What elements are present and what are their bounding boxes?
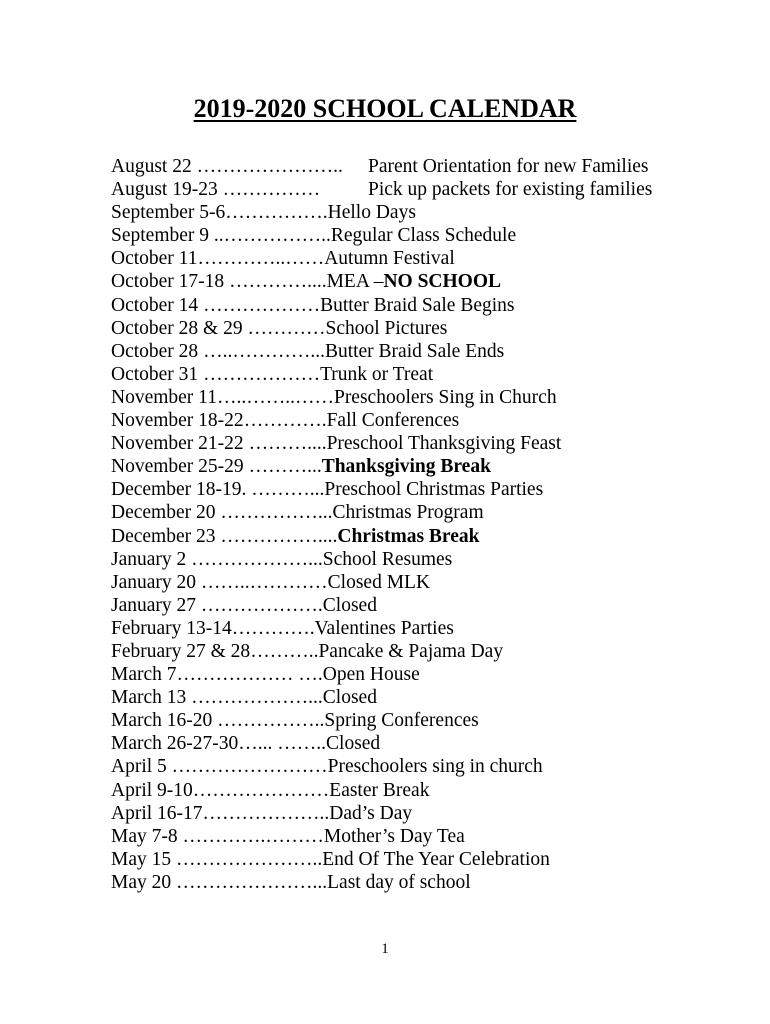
entry-description bbox=[329, 779, 429, 802]
entry-date: March 16-20 bbox=[111, 710, 213, 732]
calendar-entry bbox=[111, 155, 711, 178]
entry-date-leader bbox=[111, 201, 328, 224]
calendar-entry bbox=[111, 247, 711, 270]
entry-date-leader bbox=[111, 247, 324, 270]
entry-description bbox=[337, 525, 479, 548]
entry-date-leader bbox=[111, 871, 327, 894]
entry-date: October 31 bbox=[111, 363, 199, 385]
calendar-entry bbox=[111, 755, 711, 778]
entry-dot-leader: ………….... bbox=[224, 271, 327, 293]
entry-date: October 14 bbox=[111, 294, 199, 316]
entry-description-text: Pick up packets for existing families bbox=[368, 179, 653, 201]
calendar-entry bbox=[111, 571, 711, 594]
entry-description-text: Hello Days bbox=[327, 202, 416, 224]
entry-dot-leader: ………………... bbox=[186, 548, 323, 570]
entry-date: September 9 bbox=[111, 225, 210, 247]
entry-dot-leader: ………………….. bbox=[191, 156, 343, 177]
entry-dot-leader: …………….. bbox=[212, 710, 325, 732]
entry-description bbox=[324, 709, 478, 732]
entry-description bbox=[322, 455, 491, 478]
calendar-entry bbox=[111, 478, 711, 501]
entry-date: November 11 bbox=[111, 386, 217, 408]
page-number: 1 bbox=[381, 941, 389, 957]
calendar-entry bbox=[111, 709, 711, 732]
entry-dot-leader: ……….. bbox=[250, 640, 319, 662]
entry-description-text: Mother’s Day Tea bbox=[323, 825, 465, 847]
entry-description bbox=[318, 640, 503, 663]
entry-description-text: Easter Break bbox=[329, 779, 430, 801]
calendar-entry bbox=[111, 317, 711, 340]
entry-description-text: School Resumes bbox=[322, 548, 453, 570]
entry-dot-leader: ..…………….. bbox=[209, 225, 331, 247]
entry-description-text: Preschoolers Sing in Church bbox=[333, 386, 557, 408]
entry-dot-leader: …………. bbox=[231, 617, 315, 639]
entry-date: October 28 & 29 bbox=[111, 317, 243, 339]
entry-date-leader bbox=[111, 363, 320, 386]
entry-description-text: Butter Braid Sale Ends bbox=[324, 340, 505, 362]
calendar-entries bbox=[111, 155, 711, 894]
entry-date: November 21-22 bbox=[111, 433, 244, 455]
entry-date-leader bbox=[111, 686, 323, 709]
entry-description bbox=[327, 409, 460, 432]
entry-dot-leader: …………….... bbox=[215, 525, 338, 547]
entry-date-leader bbox=[111, 617, 315, 640]
entry-description bbox=[326, 732, 380, 755]
entry-date-leader bbox=[111, 409, 327, 432]
entry-dot-leader: …………… bbox=[217, 179, 321, 201]
entry-date-leader bbox=[111, 270, 327, 293]
entry-dot-leader: …………. bbox=[243, 410, 327, 432]
entry-description bbox=[331, 224, 516, 247]
entry-description bbox=[323, 663, 420, 686]
entry-dot-leader: ……………… bbox=[198, 363, 321, 385]
entry-date: December 23 bbox=[111, 525, 216, 547]
entry-description-text: End Of The Year Celebration bbox=[322, 848, 550, 870]
calendar-entry bbox=[111, 363, 711, 386]
calendar-entry bbox=[111, 294, 711, 317]
entry-dot-leader: …………………… bbox=[166, 756, 328, 778]
calendar-entry bbox=[111, 340, 711, 363]
entry-dot-leader: ………………….. bbox=[171, 848, 323, 870]
entry-date: November 25-29 bbox=[111, 456, 244, 478]
entry-date: August 19-23 bbox=[111, 179, 218, 201]
entry-description-text: Parent Orientation for new Families bbox=[368, 156, 649, 177]
entry-dot-leader: …..……..…… bbox=[216, 386, 334, 408]
entry-date: May 15 bbox=[111, 848, 172, 870]
calendar-entry bbox=[111, 640, 711, 663]
calendar-entry bbox=[111, 871, 711, 894]
calendar-entry bbox=[111, 432, 711, 455]
entry-description-text: Valentines Parties bbox=[314, 617, 454, 639]
entry-description-text: Fall Conferences bbox=[326, 410, 460, 432]
calendar-entry bbox=[111, 178, 711, 201]
entry-date: January 20 bbox=[111, 571, 197, 593]
entry-description bbox=[320, 294, 514, 317]
entry-date-leader bbox=[111, 501, 323, 524]
entry-description-text: Closed MLK bbox=[327, 571, 431, 593]
entry-description-text: Closed bbox=[322, 594, 377, 616]
entry-date: October 17-18 bbox=[111, 271, 225, 293]
document-title: 2019-2020 SCHOOL CALENDAR bbox=[193, 94, 577, 123]
entry-description-text: ..Christmas Program bbox=[322, 502, 484, 524]
entry-dot-leader: ………... bbox=[246, 479, 325, 501]
entry-date-leader bbox=[111, 340, 325, 363]
entry-description-text: Butter Braid Sale Begins bbox=[320, 294, 515, 316]
entry-date-leader bbox=[111, 825, 324, 848]
entry-description bbox=[329, 802, 412, 825]
calendar-entry bbox=[111, 848, 711, 871]
entry-date-leader bbox=[111, 478, 324, 501]
entry-description bbox=[325, 317, 447, 340]
entry-date-leader bbox=[111, 802, 329, 825]
entry-dot-leader: ……………… …. bbox=[176, 664, 323, 686]
calendar-entry bbox=[111, 270, 711, 293]
calendar-entry bbox=[111, 617, 711, 640]
entry-date-leader bbox=[111, 571, 328, 594]
entry-description bbox=[315, 617, 454, 640]
entry-dot-leader: ………………... bbox=[186, 687, 323, 709]
entry-dot-leader: …………………... bbox=[171, 871, 328, 893]
entry-date-leader bbox=[111, 755, 328, 778]
entry-date-leader bbox=[111, 224, 331, 247]
entry-date: September 5-6 bbox=[111, 202, 226, 224]
entry-description-text: Pancake & Pajama Day bbox=[318, 640, 504, 662]
entry-dot-leader: …... …….. bbox=[238, 733, 327, 755]
entry-description-text: Regular Class Schedule bbox=[330, 225, 517, 247]
entry-description bbox=[322, 848, 550, 871]
entry-description bbox=[368, 155, 668, 178]
calendar-entry bbox=[111, 501, 711, 524]
entry-description bbox=[323, 501, 484, 524]
calendar-entry bbox=[111, 525, 711, 548]
entry-date: March 7 bbox=[111, 664, 177, 686]
entry-date: December 20 bbox=[111, 502, 216, 524]
entry-dot-leader: …………..…… bbox=[197, 248, 325, 270]
entry-description bbox=[334, 386, 557, 409]
entry-dot-leader: ………………. bbox=[196, 594, 323, 616]
entry-description-text: Dad’s Day bbox=[329, 802, 413, 824]
entry-date: October 28 bbox=[111, 340, 199, 362]
calendar-entry bbox=[111, 224, 711, 247]
entry-date: November 18-22 bbox=[111, 410, 244, 432]
entry-date-leader bbox=[111, 779, 329, 802]
entry-dot-leader: ………... bbox=[243, 456, 322, 478]
entry-date: October 11 bbox=[111, 248, 198, 270]
calendar-entry bbox=[111, 663, 711, 686]
entry-date-leader bbox=[111, 294, 320, 317]
entry-date-leader bbox=[111, 594, 323, 617]
entry-description-text: Open House bbox=[322, 664, 420, 686]
entry-dot-leader: …..…………... bbox=[198, 340, 325, 362]
entry-date-leader bbox=[111, 155, 368, 178]
entry-date-leader bbox=[111, 455, 322, 478]
entry-date-leader bbox=[111, 525, 337, 548]
entry-description-bold: Christmas Break bbox=[337, 525, 480, 547]
entry-date: March 13 bbox=[111, 687, 187, 709]
entry-description bbox=[327, 871, 471, 894]
entry-description-text: Preschoolers sing in church bbox=[327, 756, 543, 778]
entry-date-leader bbox=[111, 848, 322, 871]
entry-description-text: School Pictures bbox=[325, 317, 448, 339]
entry-description-bold: Thanksgiving Break bbox=[321, 456, 491, 478]
calendar-entry bbox=[111, 686, 711, 709]
entry-date: January 2 bbox=[111, 548, 187, 570]
entry-description-text: MEA – bbox=[326, 271, 384, 293]
calendar-entry bbox=[111, 594, 711, 617]
entry-date: December 18-19. bbox=[111, 479, 247, 501]
entry-date-leader bbox=[111, 640, 318, 663]
entry-description bbox=[327, 270, 501, 293]
entry-dot-leader: ………… bbox=[242, 317, 326, 339]
calendar-entry bbox=[111, 409, 711, 432]
entry-description bbox=[323, 548, 452, 571]
entry-description bbox=[325, 340, 504, 363]
entry-date: February 13-14 bbox=[111, 617, 232, 639]
entry-date: May 7-8 bbox=[111, 825, 178, 847]
entry-description-text: Closed bbox=[322, 687, 377, 709]
entry-description bbox=[323, 594, 377, 617]
entry-description bbox=[327, 432, 562, 455]
calendar-entry bbox=[111, 455, 711, 478]
entry-description-text: Autumn Festival bbox=[324, 248, 455, 270]
calendar-entry bbox=[111, 732, 711, 755]
entry-description bbox=[323, 686, 377, 709]
entry-date-leader bbox=[111, 709, 324, 732]
entry-description-text: Preschool Christmas Parties bbox=[324, 479, 544, 501]
entry-date-leader bbox=[111, 663, 323, 686]
entry-date-leader bbox=[111, 386, 334, 409]
entry-description bbox=[328, 201, 416, 224]
entry-dot-leader: ……………. bbox=[225, 202, 328, 224]
entry-description-text: Spring Conferences bbox=[324, 710, 479, 732]
entry-date-leader bbox=[111, 548, 323, 571]
entry-date-leader bbox=[111, 432, 327, 455]
entry-dot-leader: ……..………… bbox=[196, 571, 328, 593]
calendar-entry bbox=[111, 802, 711, 825]
entry-dot-leader: ……….... bbox=[243, 433, 327, 455]
entry-date: May 20 bbox=[111, 871, 172, 893]
entry-description bbox=[328, 571, 430, 594]
entry-date: February 27 & 28 bbox=[111, 640, 251, 662]
entry-description bbox=[324, 825, 465, 848]
entry-description-text: Preschool Thanksgiving Feast bbox=[326, 433, 562, 455]
entry-date: April 16-17 bbox=[111, 802, 203, 824]
entry-date: January 27 bbox=[111, 594, 197, 616]
entry-dot-leader: ……………….. bbox=[202, 802, 330, 824]
entry-description-text: Trunk or Treat bbox=[320, 363, 434, 385]
entry-date-leader bbox=[111, 732, 326, 755]
entry-description bbox=[324, 247, 455, 270]
entry-date: August 22 bbox=[111, 156, 192, 177]
calendar-entry bbox=[111, 548, 711, 571]
entry-description-text: Closed bbox=[326, 733, 381, 755]
entry-description-text: Last day of school bbox=[327, 871, 471, 893]
entry-description-bold: NO SCHOOL bbox=[383, 271, 502, 293]
entry-description bbox=[320, 363, 433, 386]
entry-date-leader bbox=[111, 178, 368, 201]
calendar-entry bbox=[111, 201, 711, 224]
entry-description bbox=[328, 755, 543, 778]
entry-date: April 5 bbox=[111, 756, 167, 778]
calendar-entry bbox=[111, 386, 711, 409]
entry-date: April 9-10 bbox=[111, 779, 193, 801]
entry-description bbox=[324, 478, 543, 501]
calendar-entry bbox=[111, 825, 711, 848]
entry-description bbox=[368, 178, 668, 201]
entry-dot-leader: ……………… bbox=[198, 294, 321, 316]
entry-dot-leader: ……………. bbox=[215, 502, 323, 524]
entry-date-leader bbox=[111, 317, 325, 340]
calendar-entry bbox=[111, 779, 711, 802]
entry-dot-leader: ………….……… bbox=[177, 825, 324, 847]
entry-date: March 26-27-30 bbox=[111, 733, 239, 755]
entry-dot-leader: ………………… bbox=[192, 779, 330, 801]
